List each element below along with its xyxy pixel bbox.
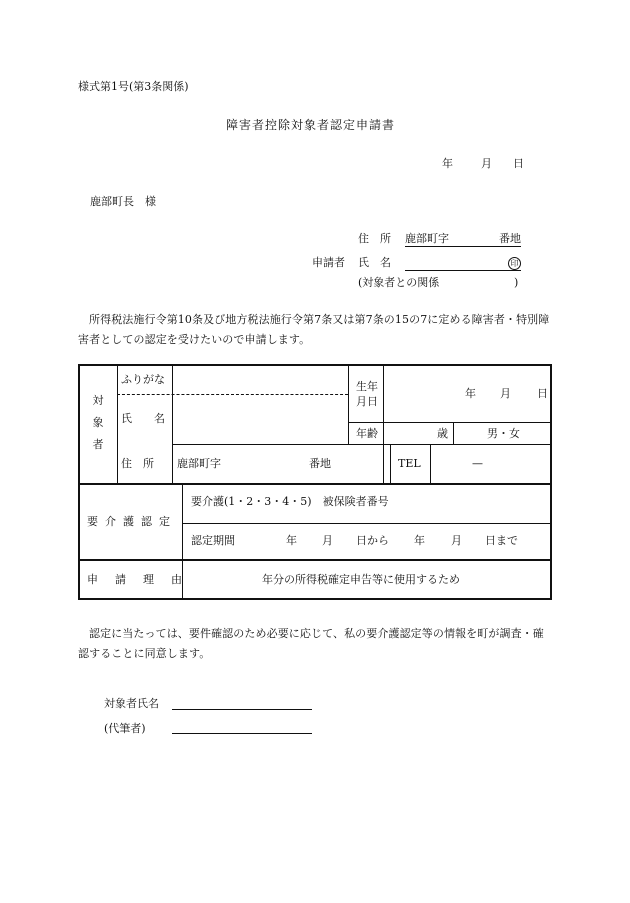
birth-label-2: 月日 (356, 395, 378, 408)
age-unit: 歳 (437, 427, 448, 440)
name-field[interactable] (176, 400, 346, 440)
subject-name-label: 対象者氏名 (104, 697, 159, 710)
period-year-1: 年 (286, 534, 297, 547)
birth-year: 年 (465, 387, 476, 400)
applicant-address-label: 住 所 (358, 232, 391, 245)
period-year-2: 年 (414, 534, 425, 547)
date-month: 月 (481, 157, 492, 170)
address-value[interactable]: 鹿部町字 (177, 457, 221, 470)
tel-value[interactable]: — (472, 457, 483, 470)
page-title: 障害者控除対象者認定申請書 (226, 118, 396, 132)
gender-options[interactable]: 男・女 (487, 427, 520, 440)
relation-label: (対象者との関係 (358, 276, 440, 289)
intro-text: 所得税法施行令第10条及び地方税法施行令第7条又は第7条の15の7に定める障害者・特別障害者としての認定を受けたいので申請します。 (78, 313, 550, 346)
reason-value[interactable]: 年分の所得税確定申告等に使用するため (262, 573, 460, 586)
care-label: 要介護認定 (87, 515, 177, 528)
reason-label: 申請理由 (87, 573, 199, 586)
furigana-field[interactable] (176, 373, 346, 391)
period-month-2: 月 (451, 534, 462, 547)
proxy-label: (代筆者) (104, 722, 146, 735)
applicant-name-label: 氏 名 (358, 256, 391, 269)
address-suffix: 番地 (309, 457, 331, 470)
applicant-address-suffix: 番地 (499, 232, 521, 245)
period-to: 日まで (485, 534, 518, 547)
application-table (78, 364, 552, 600)
furigana-label: ふりがな (121, 373, 165, 386)
applicant-label: 申請者 (312, 256, 345, 269)
address-label: 住 所 (121, 457, 154, 470)
applicant-address-value: 鹿部町字 (405, 232, 449, 245)
care-level[interactable]: 要介護(1・2・3・4・5) 被保険者番号 (191, 495, 389, 508)
applicant-name-field[interactable] (405, 256, 521, 271)
period-from: 日から (356, 534, 389, 547)
proxy-name-line[interactable] (172, 733, 312, 734)
period-label: 認定期間 (191, 534, 235, 547)
consent-text: 認定に当たっては、要件確認のため必要に応じて、私の要介護認定等の情報を町が調査・確認することに同意します。 (78, 627, 544, 660)
form-number: 様式第1号(第3条関係) (78, 80, 189, 93)
birth-month: 月 (500, 387, 511, 400)
tel-label: TEL (398, 457, 421, 470)
date-day: 日 (513, 157, 524, 170)
name-label: 氏 名 (121, 412, 165, 425)
birth-label-1: 生年 (356, 380, 378, 393)
period-month-1: 月 (322, 534, 333, 547)
date-year: 年 (442, 157, 453, 170)
seal-mark: 印 (508, 257, 521, 270)
subject-name-line[interactable] (172, 709, 312, 710)
birth-day: 日 (537, 387, 548, 400)
relation-close: ) (514, 276, 519, 289)
applicant-address-field[interactable] (405, 232, 521, 247)
age-label: 年齢 (356, 427, 378, 440)
addressee: 鹿部町長 様 (90, 195, 156, 208)
subject-label: 対象者 (92, 394, 104, 451)
